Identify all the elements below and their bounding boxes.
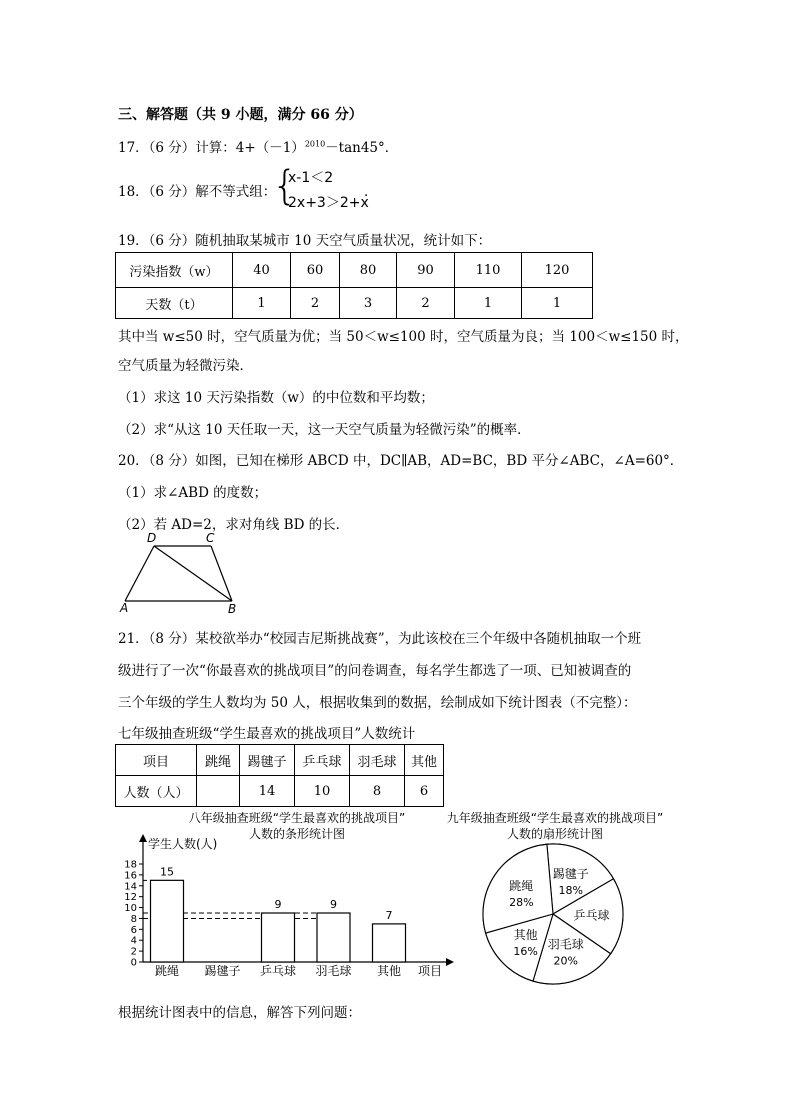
bar-chart [124,834,454,978]
pie-slice-percent: 20% [553,954,579,968]
y-tick-label: 4 [130,935,137,947]
pie-slice-percent: 16% [513,945,538,959]
y-axis-label: 学生人数(人) [148,837,218,851]
pollution-table [115,252,593,319]
bar [373,924,406,962]
x-tick-label: 羽毛球 [315,964,352,978]
bar-value-label: 15 [160,865,174,879]
q17-exponent: 2010 [304,139,326,149]
pie-slice-label: 其他 [513,928,538,943]
bar-chart-subtitle: 人数的条形统计图 [248,827,346,841]
table-header: 乒乓球 [295,745,350,776]
q19-sub1: （1）求这 10 天污染指数（w）的中位数和平均数； [118,390,434,406]
y-tick-label: 10 [124,903,137,915]
table-header: 踢毽子 [240,745,295,776]
y-tick-label: 8 [130,913,137,925]
table-header: 天数（t） [116,288,233,319]
bar [151,880,184,962]
trapezoid-diagram [115,530,245,618]
table-header: 羽毛球 [350,745,405,776]
y-axis-arrow-icon [139,834,147,842]
y-tick-label: 14 [124,881,137,893]
side-ad [125,546,154,601]
table-cell: 2 [397,288,455,319]
diagonal-bd [154,546,232,601]
pie-chart-title: 九年级抽查班级“学生最喜欢的挑战项目” [446,811,664,825]
table-cell: 8 [350,776,405,807]
table-cell: 3 [340,288,397,319]
table-cell: 1 [455,288,522,319]
q18-line1: x-1＜2 [288,170,334,186]
table-cell: 14 [240,776,295,807]
pie-slice-label: 踢毽子 [552,866,589,881]
pie-slice-label: 羽毛球 [547,937,584,952]
x-tick-label: 跳绳 [154,964,180,978]
table-header: 跳绳 [197,745,240,776]
bar-value-label: 7 [385,908,393,922]
label-a: A [120,601,129,615]
table-cell: 120 [522,253,593,288]
table-cell: 1 [522,288,593,319]
q17-prefix: 17．（6 分）计算：4+（－1） [118,140,305,156]
q19-text1: 其中当 w≤50 时，空气质量为优；当 50＜w≤100 时，空气质量为良；当 100＜w≤150 时， [118,329,689,345]
bar [262,913,295,962]
q19-intro: 19．（6 分）随机抽取某城市 10 天空气质量状况，统计如下： [118,233,492,249]
label-b: B [228,602,237,616]
table-cell: 6 [405,776,444,807]
x-tick-label: 其他 [376,964,402,978]
charts-figure [115,805,695,990]
x-tick-label: 踢毽子 [204,964,241,978]
label-c: C [206,531,215,545]
y-tick-label: 12 [124,892,137,904]
bar-chart-title: 八年级抽查班级“学生最喜欢的挑战项目” [188,811,406,825]
pie-chart [483,844,623,984]
pie-chart-subtitle: 人数的扇形统计图 [506,827,604,841]
q21-table-caption: 七年级抽查班级“学生最喜欢的挑战项目”人数统计 [118,726,416,742]
y-tick-label: 18 [124,859,137,871]
bar-marks [151,865,406,978]
x-axis-label: 项目 [418,964,443,978]
x-tick-label: 乒乓球 [259,964,297,978]
x-axis-arrow-icon [446,958,454,966]
pie-slice-percent: 18% [558,883,583,897]
q18-end: ． [364,184,378,200]
table-cell: 110 [455,253,522,288]
section-title: 三、解答题（共 9 小题，满分 66 分） [118,107,363,123]
table-cell: 80 [340,253,397,288]
q21-line3: 三个年级的学生人数均为 50 人，根据收集到的数据，绘制成如下统计图表（不完整）： [118,695,637,711]
table-cell: 10 [295,776,350,807]
bar-value-label: 9 [330,898,337,911]
y-ticks [124,860,143,969]
label-d: D [147,531,157,545]
q21-line1: 21．（8 分）某校欲举办“校园吉尼斯挑战赛”，为此该校在三个年级中各随机抽取一个班 [118,631,642,647]
table-cell: 2 [291,288,340,319]
y-tick-label: 16 [124,870,137,882]
y-tick-label: 0 [130,957,137,969]
q19-text2: 空气质量为轻微污染． [118,358,253,374]
grade7-table [115,744,444,807]
q20-sub1: （1）求∠ABD 的度数； [118,485,268,501]
table-header: 项目 [116,745,197,776]
bar-value-label: 9 [274,898,282,911]
pie-slice-percent: 28% [509,896,534,910]
q21-outro: 根据统计图表中的信息，解答下列问题： [118,1005,361,1021]
q21-line2: 级进行了一次“你最喜欢的挑战项目”的问卷调查，每名学生都选了一项、已知被调查的 [118,663,632,679]
q18-prefix: 18．（6 分）解不等式组： [118,184,277,200]
question-17 [118,136,398,156]
table-header: 污染指数（w） [116,253,233,288]
table-cell: 1 [233,288,291,319]
side-cb [211,546,232,601]
q17-suffix: －tan45°． [325,140,399,156]
pie-slice-label: 跳绳 [509,879,534,894]
q20-intro: 20．（8 分）如图，已知在梯形 ABCD 中，DC∥AB，AD=BC，BD 平分∠ABC，∠A=60°． [118,453,684,469]
table-cell: 40 [233,253,291,288]
table-cell: 90 [397,253,455,288]
table-header: 人数（人） [116,776,197,807]
q19-sub2: （2）求“从这 10 天任取一天，这一天空气质量为轻微污染”的概率． [118,422,531,438]
bar [317,913,350,962]
y-tick-label: 2 [130,946,137,958]
table-cell: 60 [291,253,340,288]
q18-line2: 2x+3＞2+x [288,195,369,211]
pie-slice-label: 乒乓球 [573,908,610,923]
table-cell [197,776,240,807]
y-tick-label: 6 [130,924,137,936]
q20-sub2: （2）若 AD=2，求对角线 BD 的长． [118,517,350,533]
table-header: 其他 [405,745,444,776]
brace-icon: { [272,163,298,209]
